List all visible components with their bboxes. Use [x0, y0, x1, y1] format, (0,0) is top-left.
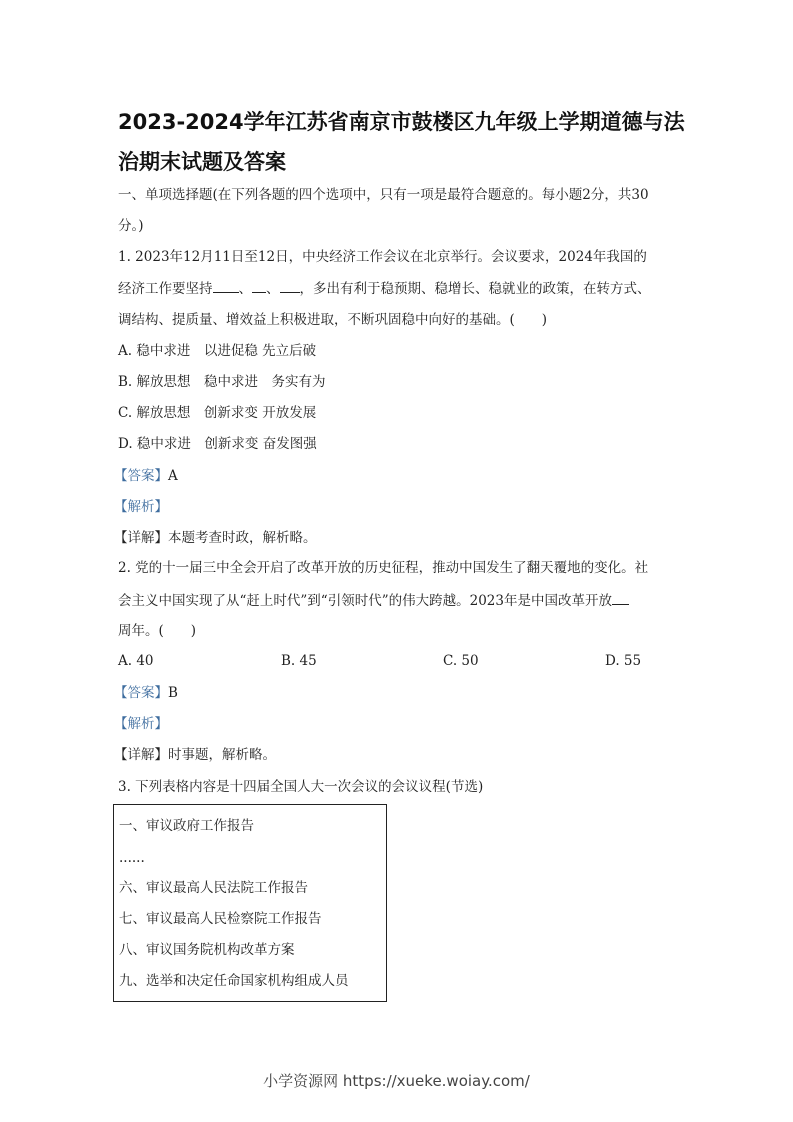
q1-option-b: B. 解放思想 稳中求进 务实有为 — [118, 374, 326, 390]
q2-stem-line3: 周年。( ) — [118, 623, 197, 639]
blank — [280, 279, 300, 293]
q1-stem-line1: 1. 2023年12月11日至12日，中央经济工作会议在北京举行。会议要求，2024年我国的 — [118, 249, 647, 265]
q1-text: ，多出有利于稳预期、稳增长、稳就业的政策，在转方式、 — [299, 281, 651, 297]
q1-option-a: A. 稳中求进 以进促稳 先立后破 — [118, 343, 317, 359]
q2-analysis-label: 【解析】 — [114, 716, 168, 732]
q3-stem-line1: 3. 下列表格内容是十四届全国人大一次会议的会议议程(节选) — [118, 779, 484, 795]
section-heading: 一、单项选择题(在下列各题的四个选项中，只有一项是最符合题意的。每小题2分，共30 — [118, 187, 649, 203]
doc-title-line2: 治期末试题及答案 — [118, 150, 286, 174]
sep: 、 — [238, 281, 252, 297]
q2-answer — [114, 684, 178, 702]
sep: 、 — [266, 281, 280, 297]
blank — [612, 591, 629, 605]
q2-detail: 【详解】时事题，解析略。 — [114, 747, 276, 763]
q2-option-d: D. 55 — [605, 653, 642, 669]
q1-option-d: D. 稳中求进 创新求变 奋发图强 — [118, 436, 317, 452]
table-row: 八、审议国务院机构改革方案 — [119, 942, 295, 958]
q1-detail: 【详解】本题考查时政，解析略。 — [114, 530, 317, 546]
answer-label: 【答案】 — [114, 468, 168, 484]
q1-stem-line2 — [118, 279, 651, 298]
answer-value: A — [168, 468, 178, 484]
q1-text: 经济工作要坚持 — [118, 281, 213, 297]
q1-analysis-label: 【解析】 — [114, 499, 168, 515]
table-row: 九、选举和决定任命国家机构组成人员 — [119, 973, 349, 989]
q2-stem-line1: 2. 党的十一届三中全会开启了改革开放的历史征程，推动中国发生了翻天覆地的变化。社 — [118, 560, 649, 576]
q2-option-c: C. 50 — [443, 653, 479, 669]
answer-label: 【答案】 — [114, 685, 168, 701]
q2-text: 会主义中国实现了从“赶上时代”到“引领时代”的伟大跨越。2023年是中国改革开放 — [118, 593, 612, 609]
q1-stem-line3: 调结构、提质量、增效益上积极进取，不断巩固稳中向好的基础。( ) — [118, 312, 548, 328]
table-row: ...... — [119, 850, 145, 866]
table-row: 七、审议最高人民检察院工作报告 — [119, 911, 322, 927]
blank — [213, 279, 239, 293]
q2-stem-line2 — [118, 591, 629, 610]
doc-title-line1: 2023-2024学年江苏省南京市鼓楼区九年级上学期道德与法 — [118, 110, 685, 134]
blank — [252, 279, 266, 293]
table-row: 六、审议最高人民法院工作报告 — [119, 880, 308, 896]
q2-option-b: B. 45 — [281, 653, 317, 669]
agenda-table — [113, 804, 387, 1002]
q2-option-a: A. 40 — [118, 653, 154, 669]
q1-answer — [114, 467, 178, 485]
footer-watermark: 小学资源网 https://xueke.woiay.com/ — [263, 1072, 530, 1090]
table-row: 一、审议政府工作报告 — [119, 818, 254, 834]
q1-option-c: C. 解放思想 创新求变 开放发展 — [118, 405, 317, 421]
answer-value: B — [168, 685, 178, 701]
section-heading-cont: 分。) — [118, 218, 144, 234]
